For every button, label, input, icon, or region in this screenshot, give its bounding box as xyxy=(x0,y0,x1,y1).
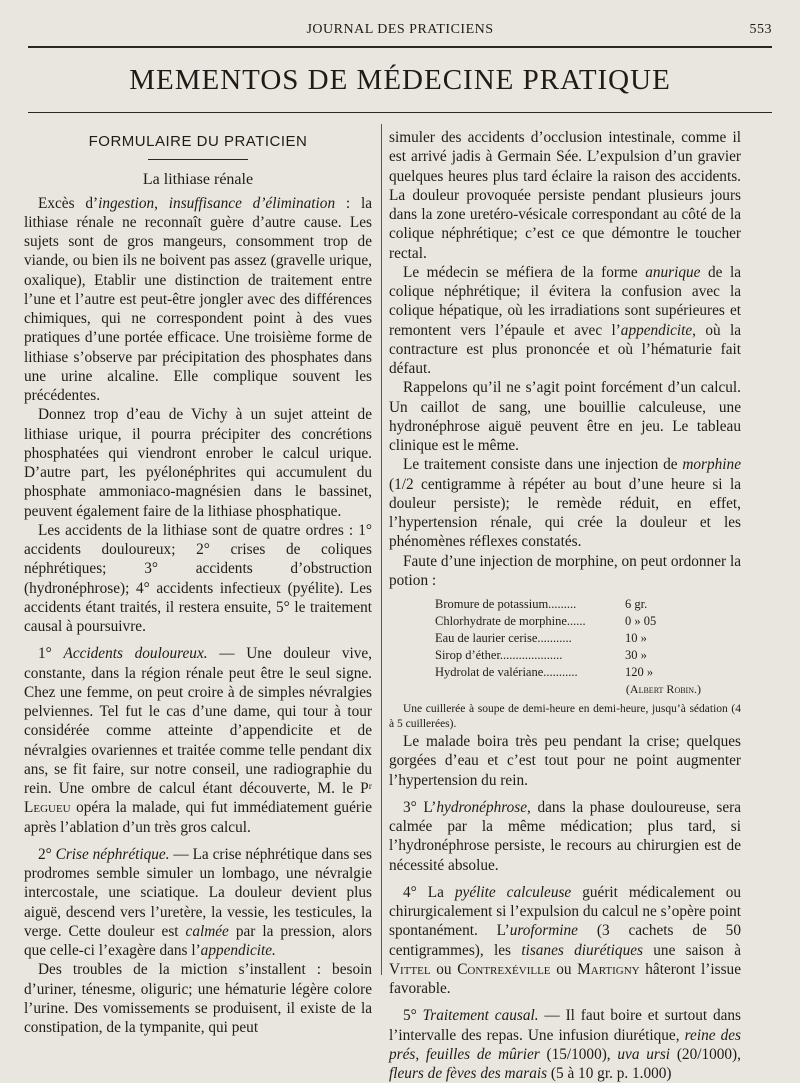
column-divider xyxy=(381,124,382,975)
paragraph: 2° Crise néphrétique. — La crise néphrétique dans ses prodromes semble simuler un lombago, une névralgie intercostale, une sciatique. La douleur devient plus aiguë, descend vers l’uretère, la vessie, les testicules, la verge. Cette douleur est calmée par la pression, alors que celle-ci l’exagère dans l’appendicite. xyxy=(24,845,372,959)
prescription xyxy=(389,596,741,698)
section-heading: FORMULAIRE DU PRATICIEN xyxy=(88,133,308,150)
paragraph: Des troubles de la miction s’installent : besoin d’uriner, ténesme, oliguric; une hématurie légère colore l’urine. Des vomissements se produisent, il existe de la constipation, de la tympanite, qui peut xyxy=(24,961,372,1036)
paragraph: 4° La pyélite calculeuse guérit médicalement ou chirurgicalement si l’expulsion du calcul ne s’opère point spontanément. L’uroformine (3 cachets de 50 centigrammes), les tisanes diurétiques une saison à Vittel ou Contrexéville ou Martigny hâteront l’issue favorable. xyxy=(389,883,742,997)
prescription-row: Hydrolat de valériane........... 120 » xyxy=(435,665,654,679)
top-rule xyxy=(28,46,772,48)
paragraph: simuler des accidents d’occlusion intestinale, comme il est arrivé jadis à Germain Sée. L’expulsion d’un gravier quelques heures plus tard éclaire la raison des accidents. La douleur provoquée persiste pendant plusieurs jours dans la zone uretéro-vésicale correspondant au côté de la colique néphrétique; c’est ce que démontre le toucher rectal. xyxy=(389,129,741,262)
paragraph: 5° Traitement causal. — Il faut boire et surtout dans l’intervalle des repas. Une infusion diurétique, reine des prés, feuilles de mûrier (15/1000), uva ursi (20/1000), fleurs de fèves des marais (5 à 10 gr. p. 1.000) xyxy=(389,1007,742,1082)
paragraph: Le traitement consiste dans une injection de morphine (1/2 centigramme à répéter au bout d’une heure si la douleur persiste); le remède réduit, en effet, l’hypertension rénale, qui crée la douleur et les phénomènes réflexes constatés. xyxy=(389,456,741,551)
paragraph: Le médecin se méfiera de la forme anurique de la colique néphrétique; il évitera la confusion avec la colique hépatique, où les irradiations sont supérieures et remontent vers l’épaule et avec l’appendicite, où la contracture est plus prononcée et où l’hématurie fait défaut. xyxy=(389,263,741,377)
article-title: La lithiase rénale xyxy=(142,171,254,189)
paragraph: Les accidents de la lithiase sont de quatre ordres : 1° accidents douloureux; 2° crises de coliques néphrétiques; 3° accidents d’obstruction (hydronéphrose); 4° accidents infectieux (pyélite). Les accidents étant traités, il restera ensuite, 5° le traitement causal à poursuivre. xyxy=(24,521,372,635)
title-rule xyxy=(28,112,772,113)
paragraph: Excès d’ingestion, insuffisance d’élimination : la lithiase rénale ne reconnaît guère d’autre cause. Les sujets sont de gros mangeurs, consomment trop de viande, ou bien ils ne boivent pas assez (gravelle urique, oxalique), Etablir une distinction de traitement entre l’une et l’autre est peut-être jongler avec des différences chimiques, qui ne correspondent point à des vues pratiques d’une portée efficace. Une troisième forme de lithiase s’observe par précipitation des phosphates dans une urine alcaline. Elle complique souvent les précédentes. xyxy=(24,194,373,404)
main-title: MEMENTOS DE MÉDECINE PRATIQUE xyxy=(129,64,671,96)
paragraph: Donnez trop d’eau de Vichy à un sujet atteint de lithiase urique, il pourra précipiter des concrétions phosphatées qui viendront enrober le calcul urique. D’autre part, les pyélonéphrites qui accumulent du phosphate ammoniaco-magnésien dans le bassinet, peuvent également faire de la lithiase phosphatique. xyxy=(24,406,372,520)
prescription-row: Chlorhydrate de morphine...... 0 » 05 xyxy=(435,614,657,628)
prescription-note: Une cuillerée à soupe de demi-heure en demi-heure, jusqu’à sédation (4 à 5 cuillerées). xyxy=(389,703,741,730)
prescription-author: (Albert Robin.) xyxy=(625,682,701,696)
right-column xyxy=(389,128,741,1083)
paragraph: Faute d’une injection de morphine, on peut ordonner la potion : xyxy=(389,552,741,589)
prescription-row: Eau de laurier cerise........... 10 » xyxy=(435,631,647,645)
paragraph: 1° Accidents douloureux. — Une douleur vive, constante, dans la région rénale peut être le seul signe. Chez une femme, on peut croire à de simples névralgies pelviennes. Tel fut le cas d’une dame, qui tour à tour considérée comme atteinte d’appendicite et de névralgies ovariennes et traitée comme telle pendant dix ans, se fit faire, sur notre conseil, une radiographie du rein. Une ombre de calcul étant découverte, M. le Pʳ Legueu opéra la malade, qui fut immédiatement guérie après l’ablation d’un très gros calcul. xyxy=(24,645,373,836)
left-column xyxy=(24,130,372,1037)
page-number: 553 xyxy=(749,22,772,37)
prescription-row: Bromure de potassium......... 6 gr. xyxy=(435,597,648,611)
paragraph: Rappelons qu’il ne s’agit point forcément d’un calcul. Un caillot de sang, une bouillie calculeuse, une hydronéphrose aiguë peuvent être en jeu. Le tableau clinique est le même. xyxy=(389,379,741,454)
heading-rule xyxy=(148,159,248,160)
running-title: JOURNAL DES PRATICIENS xyxy=(306,22,494,37)
paragraph: Le malade boira très peu pendant la crise; quelques gorgées d’eau et c’est tout pour ne point augmenter l’hypertension du rein. xyxy=(389,733,741,789)
prescription-row: Sirop d’éther.................... 30 » xyxy=(435,648,647,662)
paragraph: 3° L’hydronéphrose, dans la phase douloureuse, sera calmée par la même médication; plus tard, si l’hydronéphrose persiste, le recours au chirurgien est de nécessité absolue. xyxy=(389,798,741,874)
